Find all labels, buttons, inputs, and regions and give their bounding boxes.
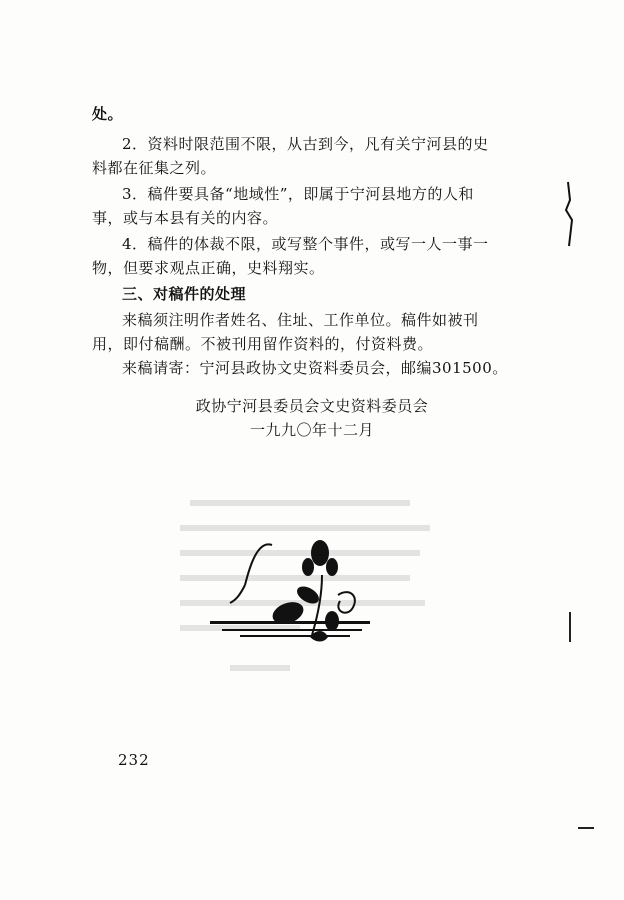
text-line-6: 4．稿件的体裁不限，或写整个事件，或写一人一事一 xyxy=(122,235,489,253)
text-line-4: 3．稿件要具备“地域性”，即属于宁河县地方的人和 xyxy=(122,185,474,203)
text-line-7: 物，但要求观点正确，史料翔实。 xyxy=(92,259,325,277)
signature-org: 政协宁河县委员会文史资料委员会 xyxy=(195,397,429,415)
margin-dash-icon xyxy=(578,826,594,830)
page-number: 232 xyxy=(118,751,150,769)
text-line-10: 用，即付稿酬。不被刊用留作资料的，付资料费。 xyxy=(92,335,434,353)
margin-mark-icon xyxy=(560,180,580,250)
floral-ornament-icon xyxy=(200,525,380,655)
text-line-2: 2．资料时限范围不限，从古到今，凡有关宁河县的史 xyxy=(122,135,489,153)
signature-date: 一九九〇年十二月 xyxy=(249,421,374,439)
text-line-3: 料都在征集之列。 xyxy=(92,159,217,177)
text-line-9: 来稿须注明作者姓名、住址、工作单位。稿件如被刊 xyxy=(122,311,479,329)
text-line-1: 处。 xyxy=(92,105,124,123)
margin-speck-icon xyxy=(566,612,574,642)
section-heading: 三、对稿件的处理 xyxy=(122,285,247,303)
text-line-5: 事，或与本县有关的内容。 xyxy=(92,209,279,227)
text-line-11: 来稿请寄：宁河县政协文史资料委员会，邮编301500。 xyxy=(122,359,508,377)
